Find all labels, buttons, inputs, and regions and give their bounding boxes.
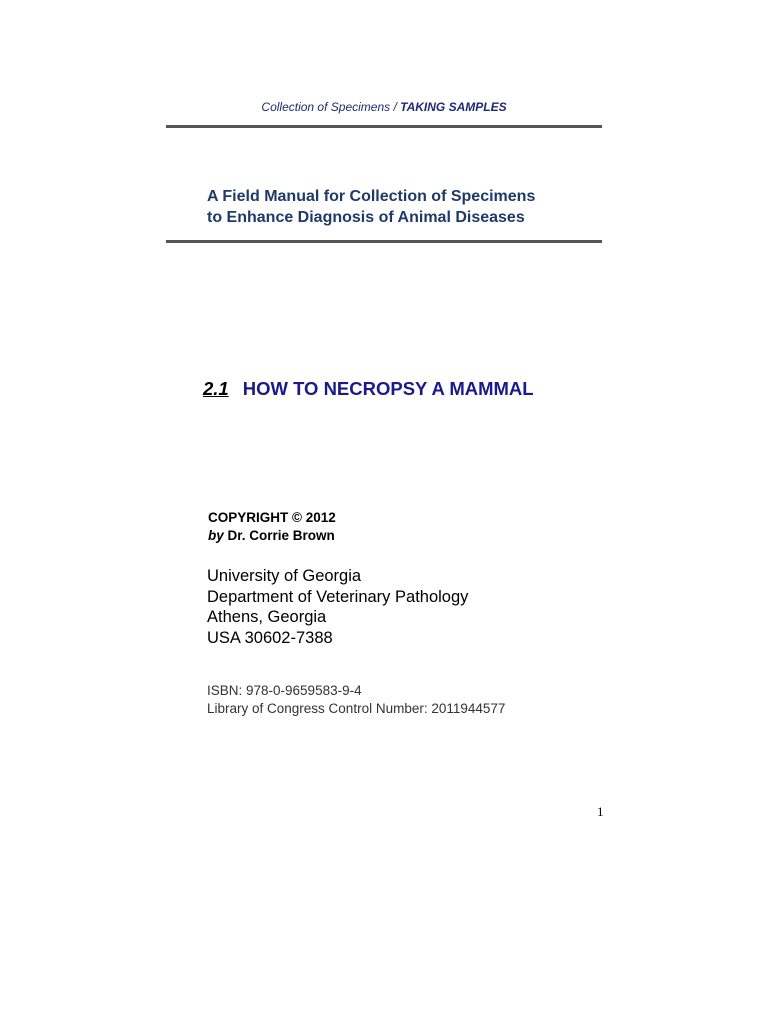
by-label: by (208, 528, 224, 543)
document-title (207, 186, 597, 228)
bottom-divider (166, 240, 602, 243)
address-line-1: University of Georgia (207, 567, 362, 585)
copyright-block (208, 509, 336, 545)
author-line (208, 527, 336, 545)
document-title-line-1: A Field Manual for Collection of Specimens (207, 188, 536, 205)
section-title: HOW TO NECROPSY A MAMMAL (242, 378, 534, 399)
document-title-line-2: to Enhance Diagnosis of Animal Diseases (207, 209, 525, 226)
top-divider (166, 125, 602, 128)
address-line-2: Department of Veterinary Pathology (207, 587, 469, 606)
author-name: Dr. Corrie Brown (223, 528, 335, 543)
running-header-right: TAKING SAMPLES (400, 100, 507, 114)
running-header (0, 100, 768, 114)
publication-meta (207, 682, 505, 718)
address-line-3: Athens, Georgia (207, 608, 327, 626)
isbn: ISBN: 978-0-9659583-9-4 (207, 683, 362, 698)
copyright-line: COPYRIGHT © 2012 (208, 510, 336, 525)
running-header-left: Collection of Specimens / (261, 100, 401, 114)
address-line-4: USA 30602-7388 (207, 628, 333, 647)
address-block (207, 566, 468, 648)
page-number: 1 (597, 804, 604, 819)
section-number: 2.1 (203, 378, 229, 399)
lccn: Library of Congress Control Number: 2011944577 (207, 701, 506, 716)
section-heading (203, 378, 623, 400)
